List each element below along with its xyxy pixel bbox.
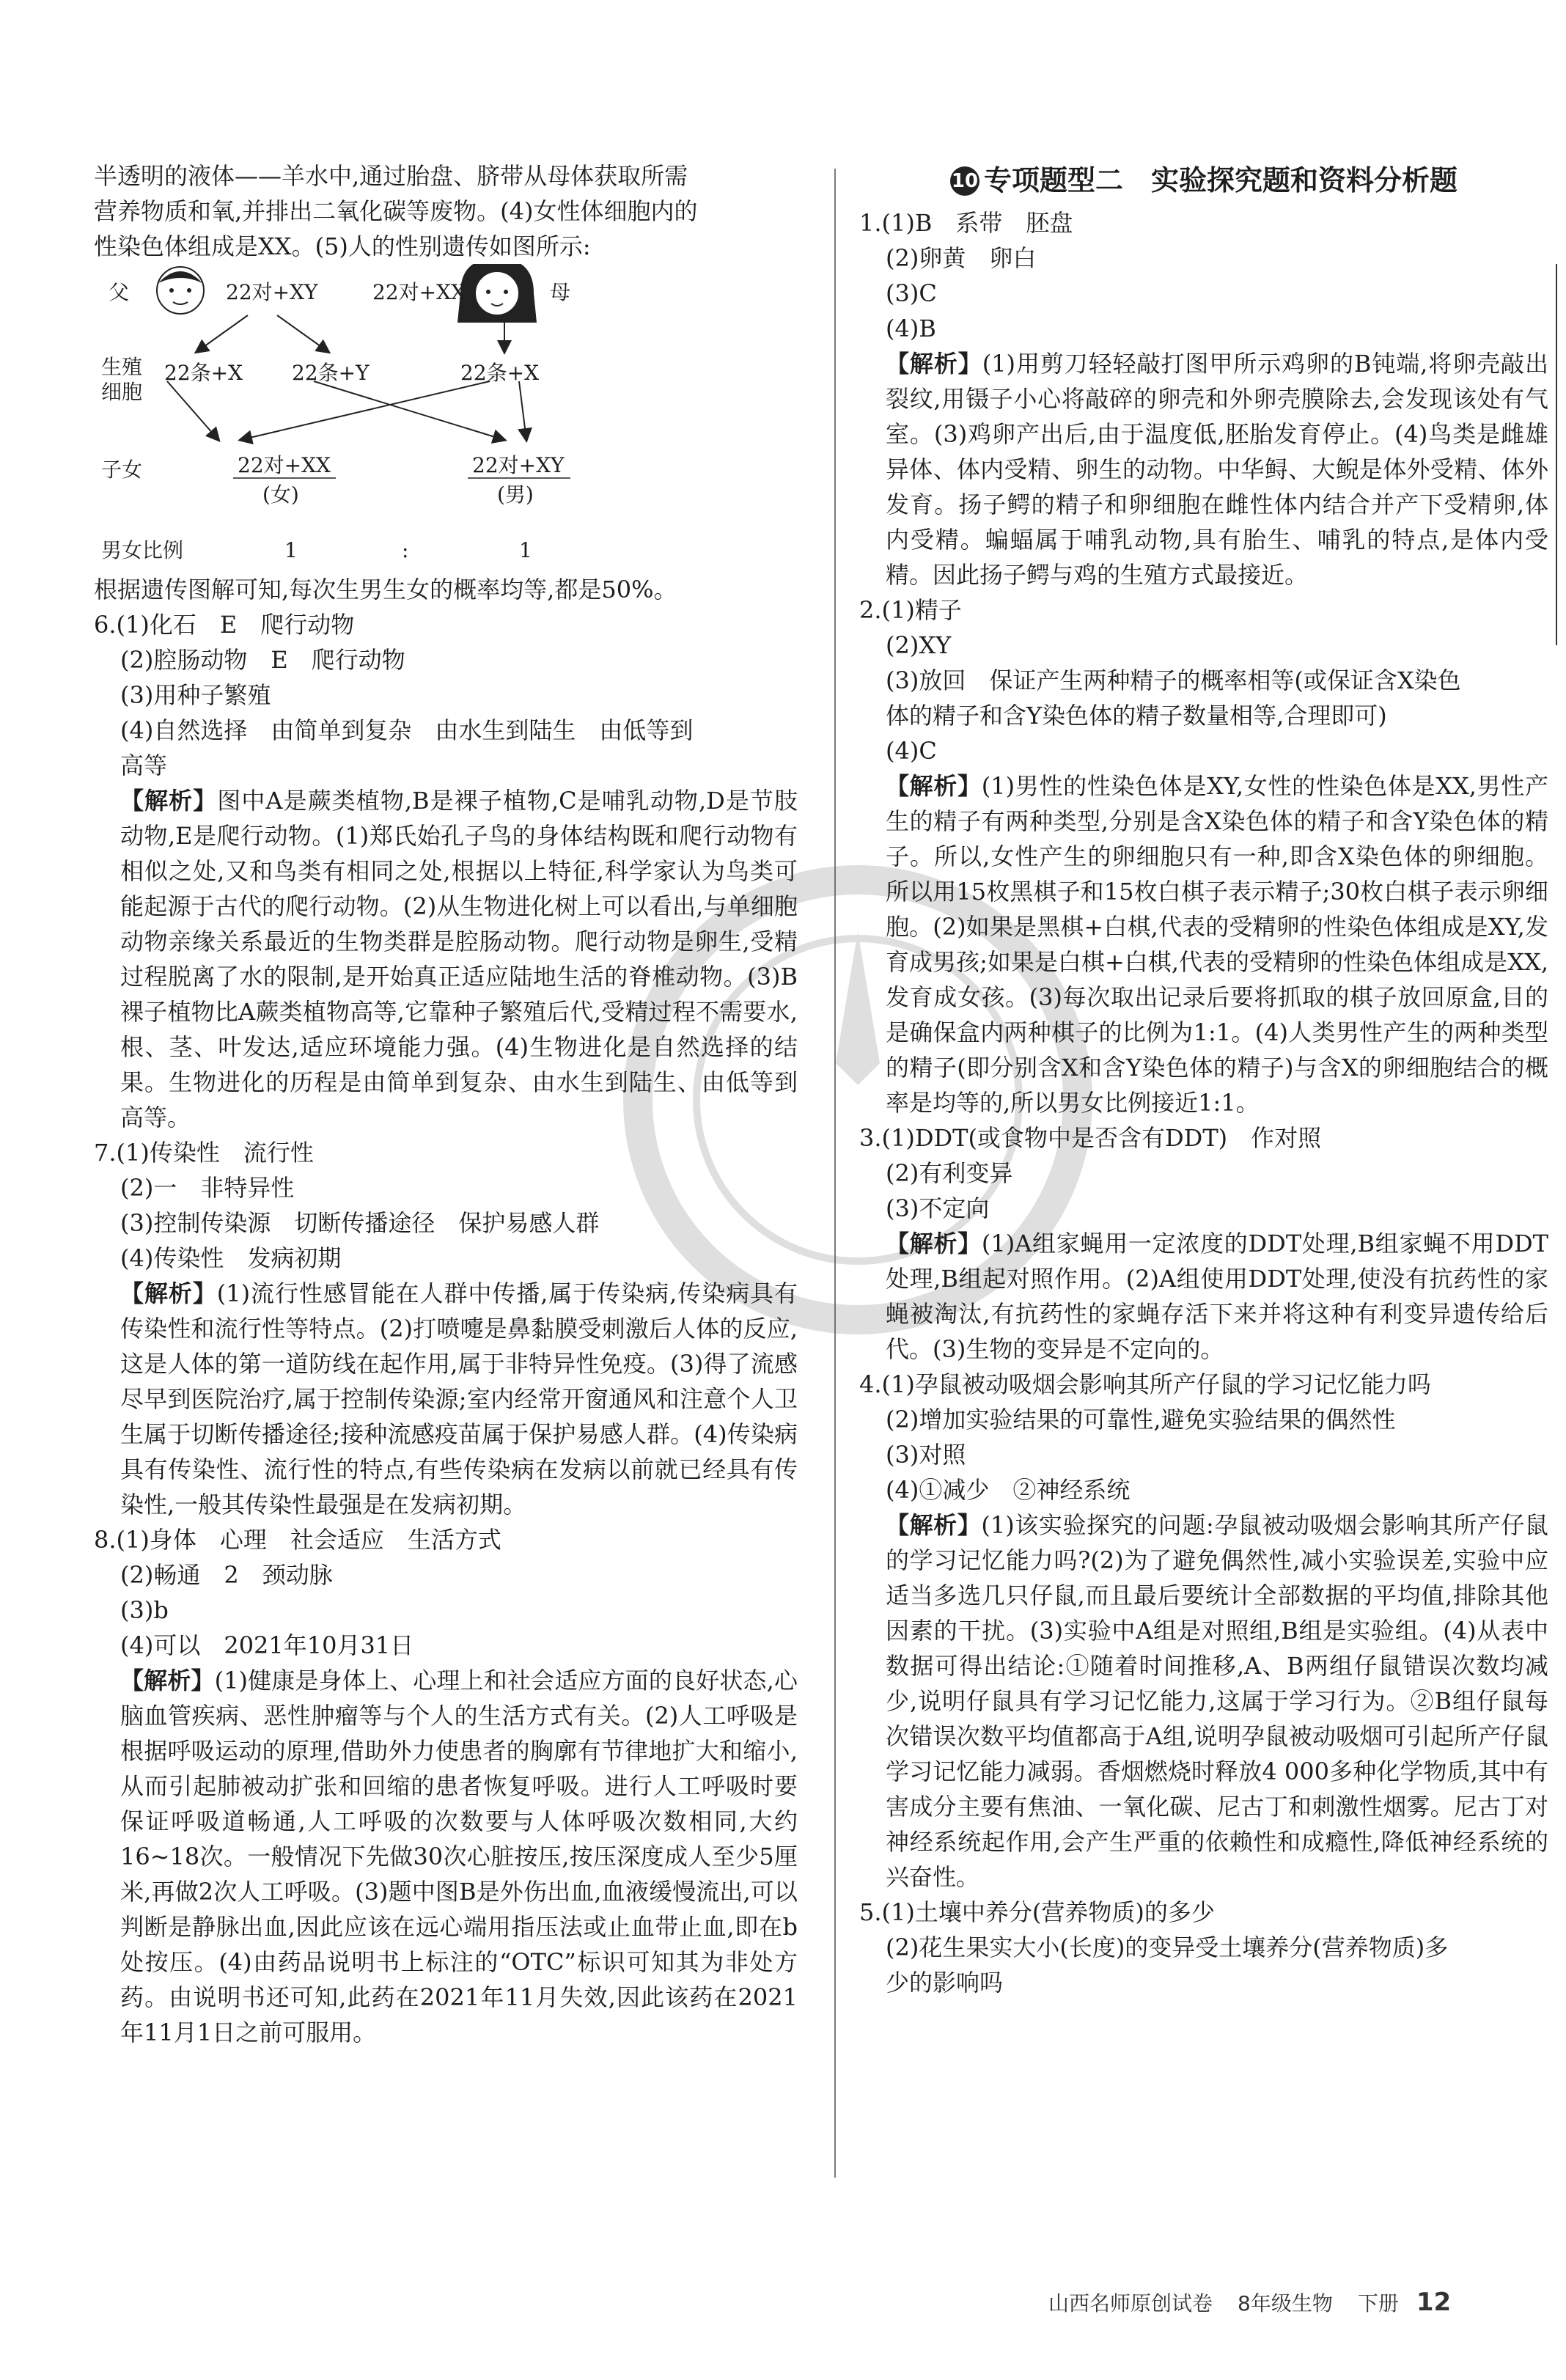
answer-r5	[859, 1895, 1548, 2000]
father-label: 父	[109, 280, 130, 304]
child-male-label: (男)	[497, 482, 534, 507]
footer-title: 山西名师原创试卷	[1048, 2291, 1213, 2315]
father-chromosomes: 22对+XY	[226, 280, 318, 304]
gamete-label: 生殖	[101, 355, 143, 379]
answer-line: (4)可以 2021年10月31日	[120, 1631, 414, 1659]
answer-line: (3)控制传染源 切断传播途径 保护易感人群	[120, 1209, 600, 1237]
father-face-icon	[157, 267, 204, 314]
answer-line: (2)XY	[886, 631, 952, 659]
analysis-tag: 【解析】	[886, 772, 982, 800]
gamete-x-mother: 22条+X	[460, 361, 540, 385]
answer-line: 2.(1)精子	[859, 596, 962, 624]
answer-r1	[859, 205, 1548, 592]
analysis-text: (1)A组家蝇用一定浓度的DDT处理,B组家蝇不用DDT处理,B组起对照作用。(2)A组使用DDT处理,使没有抗药性的家蝇被淘汰,有抗药性的家蝇存活下来并将这种有利变异遗传给后代。(3)生物的变异是不定向的。	[886, 1230, 1548, 1363]
answer-line: 3.(1)DDT(或食物中是否含有DDT) 作对照	[859, 1124, 1322, 1152]
ratio-female: 1	[284, 538, 298, 562]
answer-r3	[859, 1120, 1548, 1367]
answer-line: (2)畅通 2 颈动脉	[120, 1561, 333, 1589]
child-female-chromosomes: 22对+XX	[238, 453, 331, 477]
answer-r2	[859, 592, 1548, 1120]
answer-line: (4)C	[886, 737, 937, 765]
mother-label: 母	[550, 280, 571, 304]
answer-line: 高等	[120, 752, 168, 779]
answer-line: (2)卵黄 卵白	[886, 244, 1037, 272]
ratio-male: 1	[519, 538, 532, 562]
footer-volume: 下册	[1357, 2291, 1399, 2315]
column-divider	[834, 169, 836, 2178]
answer-line: (2)增加实验结果的可靠性,避免实验结果的偶然性	[886, 1406, 1396, 1433]
ratio-label: 男女比例	[101, 538, 184, 562]
intro-line: 半透明的液体——羊水中,通过胎盘、脐带从母体获取所需	[94, 162, 688, 190]
answer-line: 4.(1)孕鼠被动吸烟会影响其所产仔鼠的学习记忆能力吗	[859, 1370, 1431, 1398]
intro-line: 营养物质和氧,并排出二氧化碳等废物。(4)女性体细胞内的	[94, 197, 698, 225]
gamete-label: 细胞	[101, 380, 143, 404]
answer-line: (4)B	[886, 315, 936, 342]
answer-q8	[94, 1522, 798, 2050]
left-column	[94, 158, 798, 2050]
section-number-badge: 10	[950, 166, 979, 196]
page-number: 12	[1416, 2288, 1452, 2317]
mother-chromosomes: 22对+XX	[372, 280, 466, 304]
answer-line: (4)传染性 发病初期	[120, 1244, 342, 1272]
answer-line: 6.(1)化石 E 爬行动物	[94, 611, 355, 639]
gamete-y: 22条+Y	[292, 361, 370, 385]
child-female-label: (女)	[262, 482, 299, 507]
answer-r4	[859, 1367, 1548, 1895]
analysis-tag: 【解析】	[120, 1667, 215, 1694]
answer-line: (3)用种子繁殖	[120, 681, 271, 709]
answer-line: (2)一 非特异性	[120, 1174, 295, 1202]
answer-line: 5.(1)土壤中养分(营养物质)的多少	[859, 1898, 1215, 1926]
answer-line: (3)不定向	[886, 1194, 990, 1222]
answer-line: 1.(1)B 系带 胚盘	[859, 209, 1073, 237]
answer-line: (2)花生果实大小(长度)的变异受土壤养分(营养物质)多	[886, 1933, 1449, 1961]
analysis-text: 图中A是蕨类植物,B是裸子植物,C是哺乳动物,D是节肢动物,E是爬行动物。(1)郑氏始孔子鸟的身体结构既和爬行动物有相似之处,又和鸟类有相同之处,根据以上特征,科学家认为鸟类可能起源于古代的爬行动物。(2)从生物进化树上可以看出,与单细胞动物亲缘关系最近的生物类群是腔肠动物。爬行动物是卵生,受精过程脱离了水的限制,是开始真正适应陆地生活的脊椎动物。(3)B裸子植物比A蕨类植物高等,它靠种子繁殖后代,受精过程不需要水,根、茎、叶发达,适应环境能力强。(4)生物进化是自然选择的结果。生物进化的历程是由简单到复杂、由水生到陆生、由低等到高等。	[120, 787, 798, 1131]
analysis-tag: 【解析】	[886, 350, 982, 378]
analysis-tag: 【解析】	[120, 787, 218, 815]
right-column	[859, 158, 1548, 2000]
answer-line: (3)放回 保证产生两种精子的概率相等(或保证含X染色	[886, 666, 1461, 694]
child-male-chromosomes: 22对+XY	[472, 453, 565, 477]
intro-line: 性染色体组成是XX。(5)人的性别遗传如图所示:	[94, 232, 591, 260]
answer-line: (2)有利变异	[886, 1159, 1013, 1187]
page-edge-mark	[1556, 264, 1557, 645]
analysis-text: (1)男性的性染色体是XY,女性的性染色体是XX,男性产生的精子有两种类型,分别是含X染色体的精子和含Y染色体的精子。所以,女性产生的卵细胞只有一种,即含X染色体的卵细胞。所以用15枚黑棋子和15枚白棋子表示精子;30枚白棋子表示卵细胞。(2)如果是黑棋+白棋,代表的受精卵的性染色体组成是XY,发育成男孩;如果是白棋+白棋,代表的受精卵的性染色体组成是XX,发育成女孩。(3)每次取出记录后要将抓取的棋子放回原盒,目的是确保盒内两种棋子的比例为1:1。(4)人类男性产生的两种类型的精子(即分别含X和含Y染色体的精子)与含X的卵细胞结合的概率是均等的,所以男女比例接近1:1。	[886, 772, 1548, 1117]
page-footer	[1048, 2288, 1451, 2317]
footer-grade: 8年级生物	[1238, 2291, 1333, 2315]
ratio-colon: :	[402, 538, 409, 562]
sex-inheritance-diagram	[94, 264, 754, 572]
diagram-conclusion: 根据遗传图解可知,每次生男生女的概率均等,都是50%。	[94, 576, 677, 603]
analysis-text: (1)流行性感冒能在人群中传播,属于传染病,传染病具有传染性和流行性等特点。(2)打喷嚏是鼻黏膜受刺激后人体的反应,这是人体的第一道防线在起作用,属于非特异性免疫。(3)得了流感尽早到医院治疗,属于控制传染源;室内经常开窗通风和注意个人卫生属于切断传播途径;接种流感疫苗属于保护易感人群。(4)传染病具有传染性、流行性的特点,有些传染病在发病以前就已经具有传染性,一般其传染性最强是在发病初期。	[120, 1279, 798, 1518]
section-title: 专项题型二 实验探究题和资料分析题	[983, 164, 1457, 197]
answer-line: (4)自然选择 由简单到复杂 由水生到陆生 由低等到	[120, 716, 694, 744]
analysis-tag: 【解析】	[886, 1230, 982, 1257]
analysis-text: (1)用剪刀轻轻敲打图甲所示鸡卵的B钝端,将卵壳敲出裂纹,用镊子小心将敲碎的卵壳和外卵壳膜除去,会发现该处有气室。(3)鸡卵产出后,由于温度低,胚胎发育停止。(4)鸟类是雌雄异体、体内受精、卵生的动物。中华鲟、大鲵是体外受精、体外发育。扬子鳄的精子和卵细胞在雌性体内结合并产下受精卵,体内受精。蝙蝠属于哺乳动物,具有胎生、哺乳的特点,是体内受精。因此扬子鳄与鸡的生殖方式最接近。	[886, 350, 1548, 589]
mother-face-icon	[457, 264, 537, 323]
answer-line: 少的影响吗	[886, 1969, 1004, 1997]
answer-line: 7.(1)传染性 流行性	[94, 1139, 314, 1167]
answer-q7	[94, 1135, 798, 1522]
gamete-x: 22条+X	[164, 361, 243, 385]
analysis-text: (1)该实验探究的问题:孕鼠被动吸烟会影响其所产仔鼠的学习记忆能力吗?(2)为了避免偶然性,减小实验误差,实验中应适当多选几只仔鼠,而且最后要统计全部数据的平均值,排除其他因素的干扰。(3)实验中A组是对照组,B组是实验组。(4)从表中数据可得出结论:①随着时间推移,A、B两组仔鼠错误次数均减少,说明仔鼠具有学习记忆能力,这属于学习行为。②B组仔鼠每次错误次数平均值都高于A组,说明孕鼠被动吸烟可引起所产仔鼠学习记忆能力减弱。香烟燃烧时释放4 000多种化学物质,其中有害成分主要有焦油、一氧化碳、尼古丁和刺激性烟雾。尼古丁对神经系统起作用,会产生严重的依赖性和成瘾性,降低神经系统的兴奋性。	[886, 1511, 1548, 1891]
analysis-text: (1)健康是身体上、心理上和社会适应方面的良好状态,心脑血管疾病、恶性肿瘤等与个人的生活方式有关。(2)人工呼吸是根据呼吸运动的原理,借助外力使患者的胸廓有节律地扩大和缩小,从而引起肺被动扩张和回缩的患者恢复呼吸。进行人工呼吸时要保证呼吸道畅通,人工呼吸的次数要与人体呼吸次数相同,大约16~18次。一般情况下先做30次心脏按压,按压深度成人至少5厘米,再做2次人工呼吸。(3)题中图B是外伤出血,血液缓慢流出,可以判断是静脉出血,因此应该在远心端用指压法或止血带止血,即在b处按压。(4)由药品说明书上标注的“OTC”标识可知其为非处方药。由说明书还可知,此药在2021年11月失效,因此该药在2021年11月1日之前可服用。	[120, 1667, 798, 2046]
answer-line: (3)C	[886, 279, 937, 307]
answer-line: (4)①减少 ②神经系统	[886, 1476, 1131, 1504]
children-label: 子女	[101, 458, 143, 482]
analysis-tag: 【解析】	[120, 1279, 217, 1307]
answer-line: (2)腔肠动物 E 爬行动物	[120, 646, 405, 674]
section-header	[859, 158, 1548, 202]
answer-line: (3)对照	[886, 1441, 966, 1469]
answer-line: 体的精子和含Y染色体的精子数量相等,合理即可)	[886, 702, 1387, 730]
answer-line: (3)b	[120, 1596, 169, 1624]
answer-q6	[94, 607, 798, 1135]
answer-line: 8.(1)身体 心理 社会适应 生活方式	[94, 1526, 501, 1554]
diagram-arrows	[94, 264, 754, 572]
analysis-tag: 【解析】	[886, 1511, 982, 1539]
